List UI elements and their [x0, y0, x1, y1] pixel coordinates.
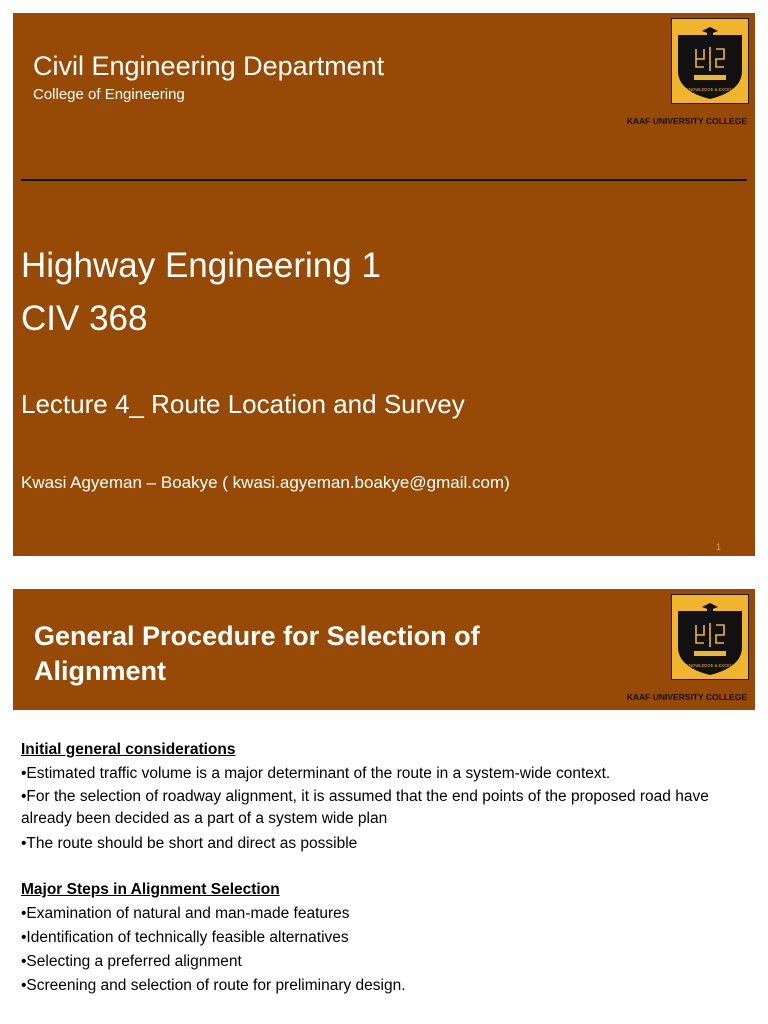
logo-motto: SEEK KNOWLEDGE & EXCELLENCE [673, 663, 747, 668]
university-crest-logo [671, 18, 749, 104]
course-heading [21, 239, 381, 345]
university-name: KAAF UNIVERSITY COLLEGE [626, 116, 747, 126]
bullet-item: •Selecting a preferred alignment [21, 953, 242, 970]
content-slide-header [13, 589, 755, 710]
section-heading: Major Steps in Alignment Selection [21, 881, 280, 898]
department-title: Civil Engineering Department [33, 51, 385, 81]
bullet-item: •For the selection of roadway alignment, it is assumed that the end points of the proposed road have already been decided as a part of a system wide plan [21, 788, 709, 827]
slide-body [21, 738, 761, 998]
university-name: KAAF UNIVERSITY COLLEGE [626, 692, 747, 702]
bullet-item: •Examination of natural and man-made features [21, 905, 350, 922]
bullet-item: •Screening and selection of route for preliminary design. [21, 977, 406, 994]
lecture-title: Lecture 4_ Route Location and Survey [21, 389, 465, 419]
title-slide [13, 13, 755, 556]
slide-title: General Procedure for Selection of Alignment [34, 621, 480, 686]
bullet-item: •Identification of technically feasible alternatives [21, 929, 349, 946]
section-heading: Initial general considerations [21, 741, 236, 758]
divider-line [21, 179, 747, 181]
page-number: 1 [715, 542, 721, 552]
course-title: Highway Engineering 1 [21, 246, 381, 285]
bullet-item: •Estimated traffic volume is a major determinant of the route in a system-wide context. [21, 765, 611, 782]
university-crest-logo [671, 594, 749, 680]
logo-motto: SEEK KNOWLEDGE & EXCELLENCE [673, 87, 747, 92]
bullet-item: •The route should be short and direct as possible [21, 835, 358, 852]
author-line: Kwasi Agyeman – Boakye ( kwasi.agyeman.boakye@gmail.com) [21, 473, 510, 492]
course-code: CIV 368 [21, 299, 148, 338]
college-subtitle: College of Engineering [33, 86, 185, 103]
